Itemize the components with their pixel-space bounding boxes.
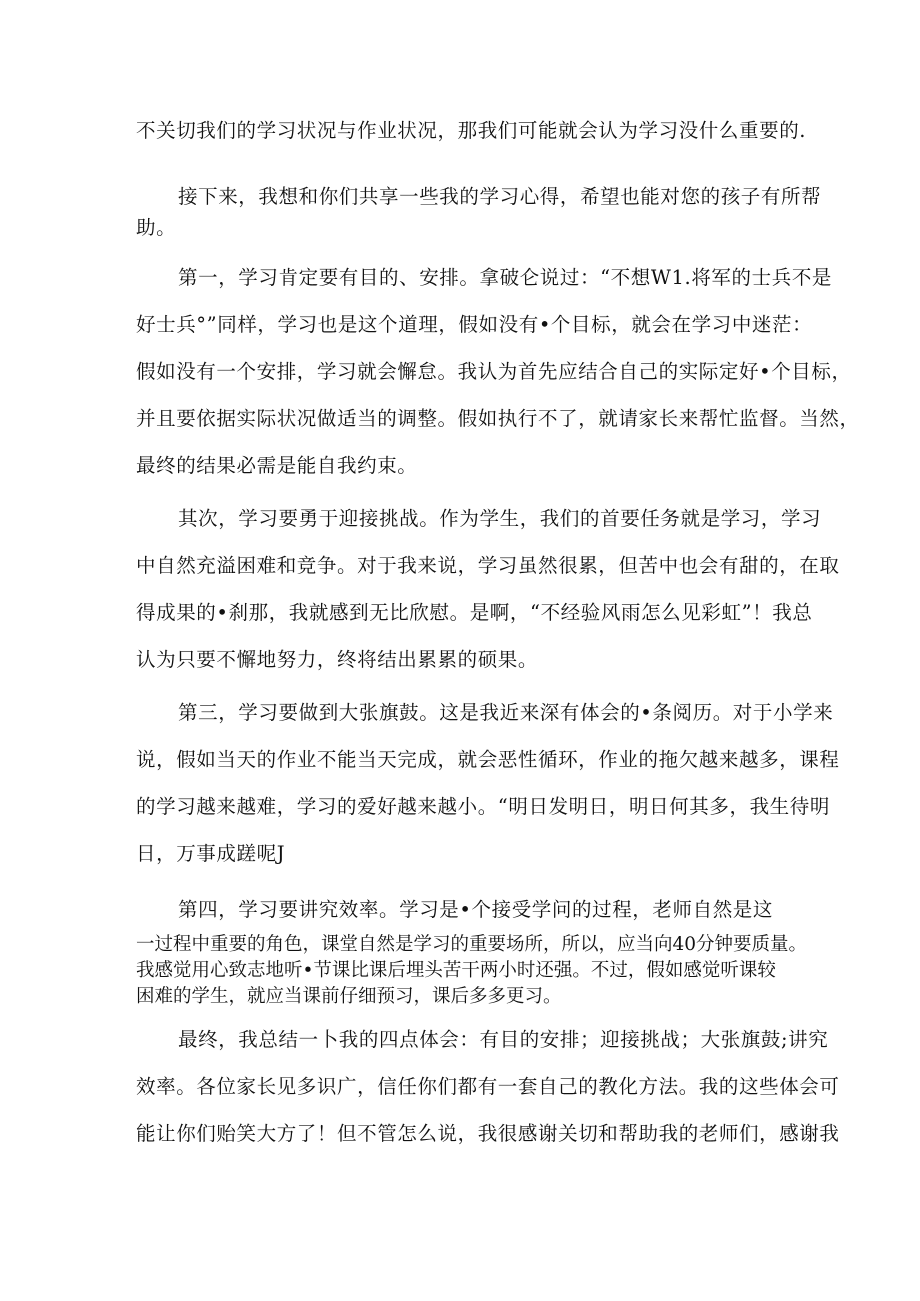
text-line: 最终的结果必需是能自我约束。 xyxy=(136,454,418,477)
text-line: 我感觉用心致志地听•节课比课后埋头苦干两小时还强。不过，假如感觉听课较 xyxy=(136,960,776,981)
text-line: 中自然充溢困难和竞争。对于我来说，学习虽然很累，但苦中也会有甜的，在取 xyxy=(136,554,840,577)
text-line: 假如没有一个安排，学习就会懈怠。我认为首先应结合自己的实际定好•个目标， xyxy=(136,360,852,383)
text-line: 最终，我总结一卜我的四点体会：有目的安排；迎接挑战；大张旗鼓;讲究 xyxy=(178,1028,829,1051)
text-line: 不关切我们的学习状况与作业状况，那我们可能就会认为学习没什么重要的. xyxy=(136,119,807,142)
text-line: 接下来，我想和你们共享一些我的学习心得，希望也能对您的孩子有所帮 xyxy=(178,185,822,208)
text-line: 一过程中重要的角色，课堂自然是学习的重要场所，所以，应当向40分钟要质量。 xyxy=(136,934,808,955)
text-line: 好士兵°”同样，学习也是这个道理，假如没有•个目标，就会在学习中迷茫： xyxy=(136,313,813,336)
text-line: 其次，学习要勇于迎接挑战。作为学生，我们的首要任务就是学习，学习 xyxy=(178,507,822,530)
text-line: 第一，学习肯定要有目的、安排。拿破仑说过：“不想W1.将军的士兵不是 xyxy=(178,266,833,289)
text-line: 的学习越来越难，学习的爱好越来越小。“明日发明日，明日何其多，我生待明 xyxy=(136,795,830,818)
text-line: 得成果的•刹那，我就感到无比欣慰。是啊，“不经验风雨怎么见彩虹”！我总 xyxy=(136,601,813,624)
text-line: 日，万事成蹉呢J xyxy=(136,842,286,865)
text-line: 并且要依据实际状况做适当的调整。假如执行不了，就请家长来帮忙监督。当然， xyxy=(136,407,860,430)
text-line: 第三，学习要做到大张旗鼓。这是我近来深有体会的•条阅历。对于小学来 xyxy=(178,701,834,724)
text-line: 能让你们贻笑大方了！但不管怎么说，我很感谢关切和帮助我的老师们，感谢我 xyxy=(136,1122,840,1145)
text-line: 第四，学习要讲究效率。学习是•个接受学问的过程，老师自然是这 xyxy=(178,898,774,921)
text-line: 困难的学生，就应当课前仔细预习，课后多多更习。 xyxy=(136,986,562,1007)
text-line: 认为只要不懈地努力，终将结出累累的硕果。 xyxy=(136,648,539,671)
text-line: 助。 xyxy=(136,216,177,239)
text-line: 说，假如当天的作业不能当天完成，就会恶性循环，作业的拖欠越来越多，课程 xyxy=(136,748,840,771)
text-line: 效率。各位家长见多识广，信任你们都有一套自己的教化方法。我的这些体会可 xyxy=(136,1075,840,1098)
